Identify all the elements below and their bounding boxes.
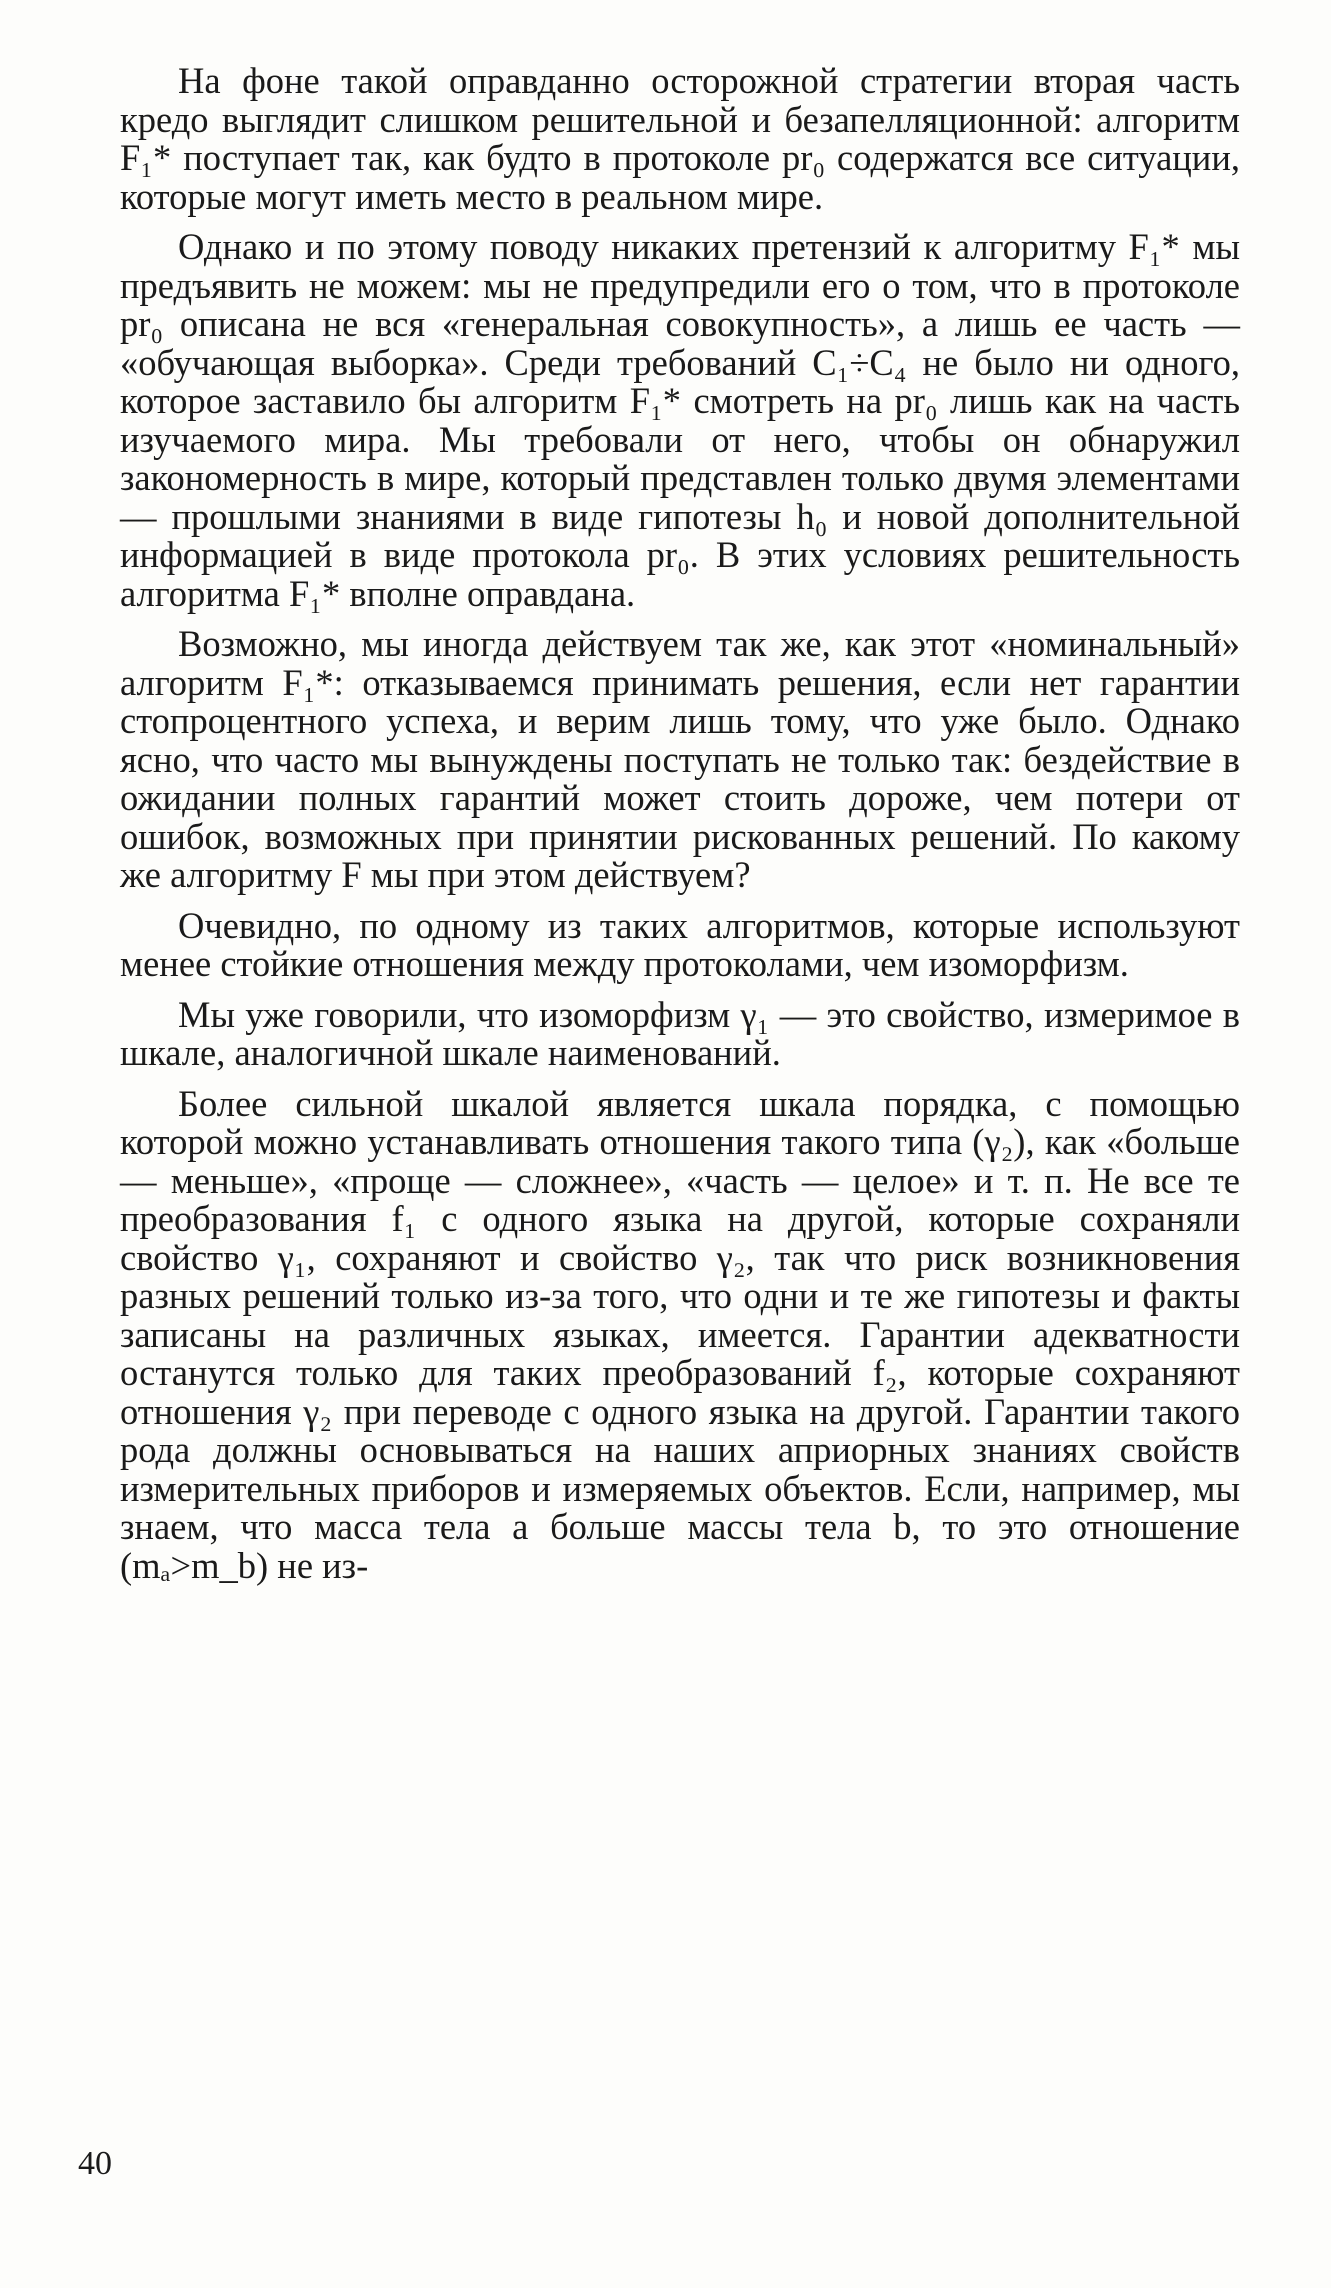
paragraph-1: На фоне такой оправданно осторожной стратегии вторая часть кредо выглядит слишком решительной и безапелляционной: алгоритм F₁* поступает так, как будто в протоколе pr₀ содержатся все ситуации, которые могут иметь место в реальном мире. xyxy=(120,60,1240,217)
paragraph-6: Более сильной шкалой является шкала порядка, с помощью которой можно устанавливать отношения такого типа (γ₂), как «больше — меньше», «проще — сложнее», «часть — целое» и т. п. Не все те преобразования f₁ с одного языка на другой, которые сохраняли свойство γ₁, сохраняют и свойство γ₂, так что риск возникновения разных решений только из-за того, что одни и те же гипотезы и факты записаны на различных языках, имеется. Гарантии адекватности останутся только для таких преобразований f₂, которые сохраняют отношения γ₂ при переводе с одного языка на другой. Гарантии такого рода должны основываться на наших априорных знаниях свойств измерительных приборов и измеряемых объектов. Если, например, мы знаем, что масса тела a больше массы тела b, то это отношение (mₐ>m_b) не из- xyxy=(120,1082,1240,1586)
paragraph-5: Мы уже говорили, что изоморфизм γ₁ — это свойство, измеримое в шкале, аналогичной шкале наименований. xyxy=(120,993,1240,1073)
body-text xyxy=(120,62,1240,1585)
page-number: 40 xyxy=(78,2145,112,2182)
paragraph-2: Однако и по этому поводу никаких претензий к алгоритму F₁* мы предъявить не можем: мы не предупредили его о том, что в протоколе pr₀ описана не вся «генеральная совокупность», а лишь ее часть — «обучающая выборка». Среди требований C₁÷C₄ не было ни одного, которое заставило бы алгоритм F₁* смотреть на pr₀ лишь как на часть изучаемого мира. Мы требовали от него, чтобы он обнаружил закономерность в мире, который представлен только двумя элементами — прошлыми знаниями в виде гипотезы h₀ и новой дополнительной информацией в виде протокола pr₀. В этих условиях решительность алгоритма F₁* вполне оправдана. xyxy=(120,226,1240,614)
paragraph-3: Возможно, мы иногда действуем так же, как этот «номинальный» алгоритм F₁*: отказываемся принимать решения, если нет гарантии стопроцентного успеха, и верим лишь тому, что уже было. Однако ясно, что часто мы вынуждены поступать не только так: бездействие в ожидании полных гарантий может стоить дороже, чем потери от ошибок, возможных при принятии рискованных решений. По какому же алгоритму F мы при этом действуем? xyxy=(120,623,1240,895)
paragraph-4: Очевидно, по одному из таких алгоритмов, которые используют менее стойкие отношения между протоколами, чем изоморфизм. xyxy=(120,904,1240,984)
